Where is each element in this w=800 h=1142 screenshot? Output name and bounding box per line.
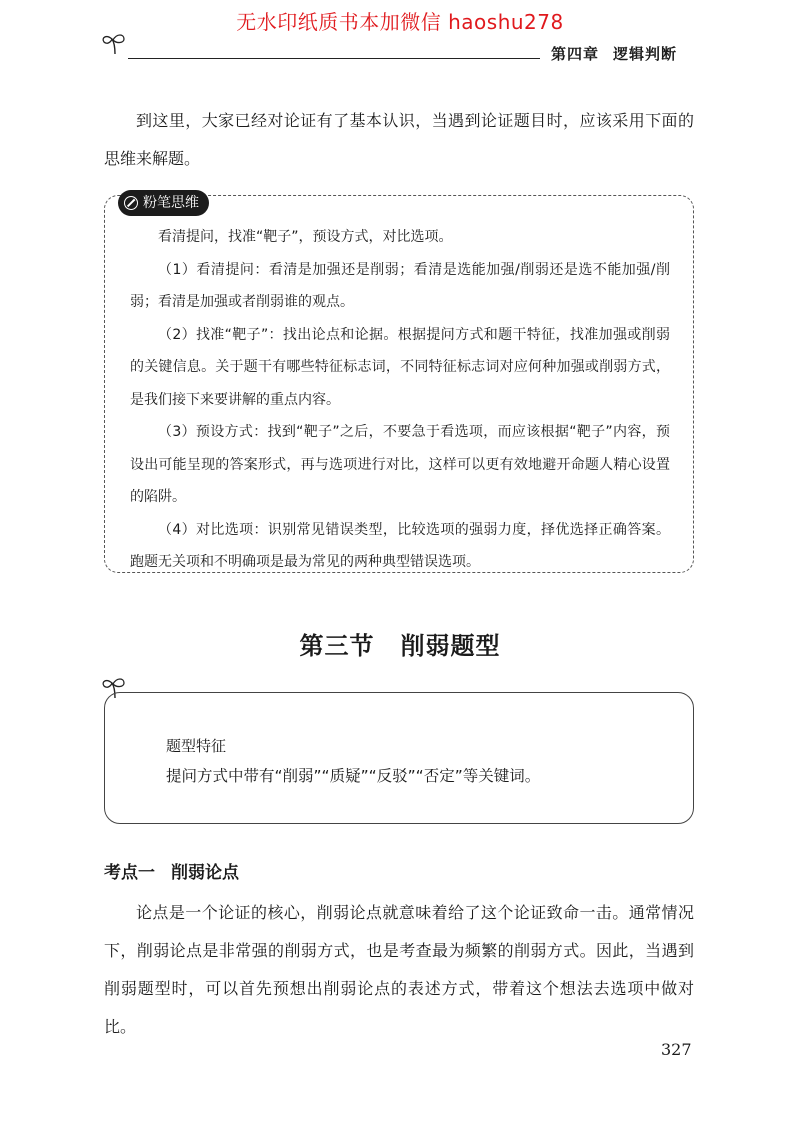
chalk-paragraph: （1）看清提问：看清是加强还是削弱；看清是选能加强/削弱还是选不能加强/削弱；看清是加强或者削弱谁的观点。 (130, 261, 670, 310)
chalk-thinking-content (130, 221, 670, 579)
body-paragraph: 论点是一个论证的核心，削弱论点就意味着给了这个论证致命一击。通常情况下，削弱论点是非常强的削弱方式，也是考查最为频繁的削弱方式。因此，当遇到削弱题型时，可以首先预想出削弱论点的表述方式，带着这个想法去选项中做对比。 (104, 903, 694, 1036)
exam-point-number: 考点一 (104, 863, 155, 883)
feature-description: 提问方式中带有“削弱”“质疑”“反驳”“否定”等关键词。 (166, 767, 541, 785)
watermark-text: 无水印纸质书本加微信 haoshu278 (236, 10, 564, 34)
header-subject: 逻辑判断 (613, 45, 678, 63)
chalk-paragraph: 看清提问，找准“靶子”，预设方式，对比选项。 (158, 229, 453, 245)
running-header (551, 43, 677, 64)
pen-icon (124, 196, 138, 210)
chalk-paragraph: （4）对比选项：识别常见错误类型，比较选项的强弱力度，择优选择正确答案。跑题无关项和不明确项是最为常见的两种典型错误选项。 (130, 521, 670, 570)
section-name: 削弱题型 (400, 632, 501, 660)
intro-paragraph: 到这里，大家已经对论证有了基本认识，当遇到论证题目时，应该采用下面的思维来解题。 (104, 111, 694, 168)
chalk-paragraph: （3）预设方式：找到“靶子”之后，不要急于看选项，而应该根据“靶子”内容，预设出可能呈现的答案形式，再与选项进行对比，这样可以更有效地避开命题人精心设置的陷阱。 (130, 424, 670, 505)
question-feature-box (104, 692, 694, 824)
page-number: 327 (661, 1040, 692, 1059)
sprout-icon (100, 32, 130, 54)
chalk-thinking-label: 粉笔思维 (118, 190, 209, 216)
feature-title: 题型特征 (166, 737, 227, 755)
chalk-paragraph: （2）找准“靶子”：找出论点和论据。根据提问方式和题干特征，找准加强或削弱的关键信息。关于题干有哪些特征标志词，不同特征标志词对应何种加强或削弱方式，是我们接下来要讲解的重点内容。 (130, 326, 670, 408)
header-rule (128, 58, 540, 59)
section-title (0, 626, 800, 661)
exam-point-heading (104, 858, 239, 883)
exam-point-title: 削弱论点 (171, 863, 239, 883)
header-chapter: 第四章 (551, 45, 600, 63)
section-number: 第三节 (299, 632, 375, 660)
